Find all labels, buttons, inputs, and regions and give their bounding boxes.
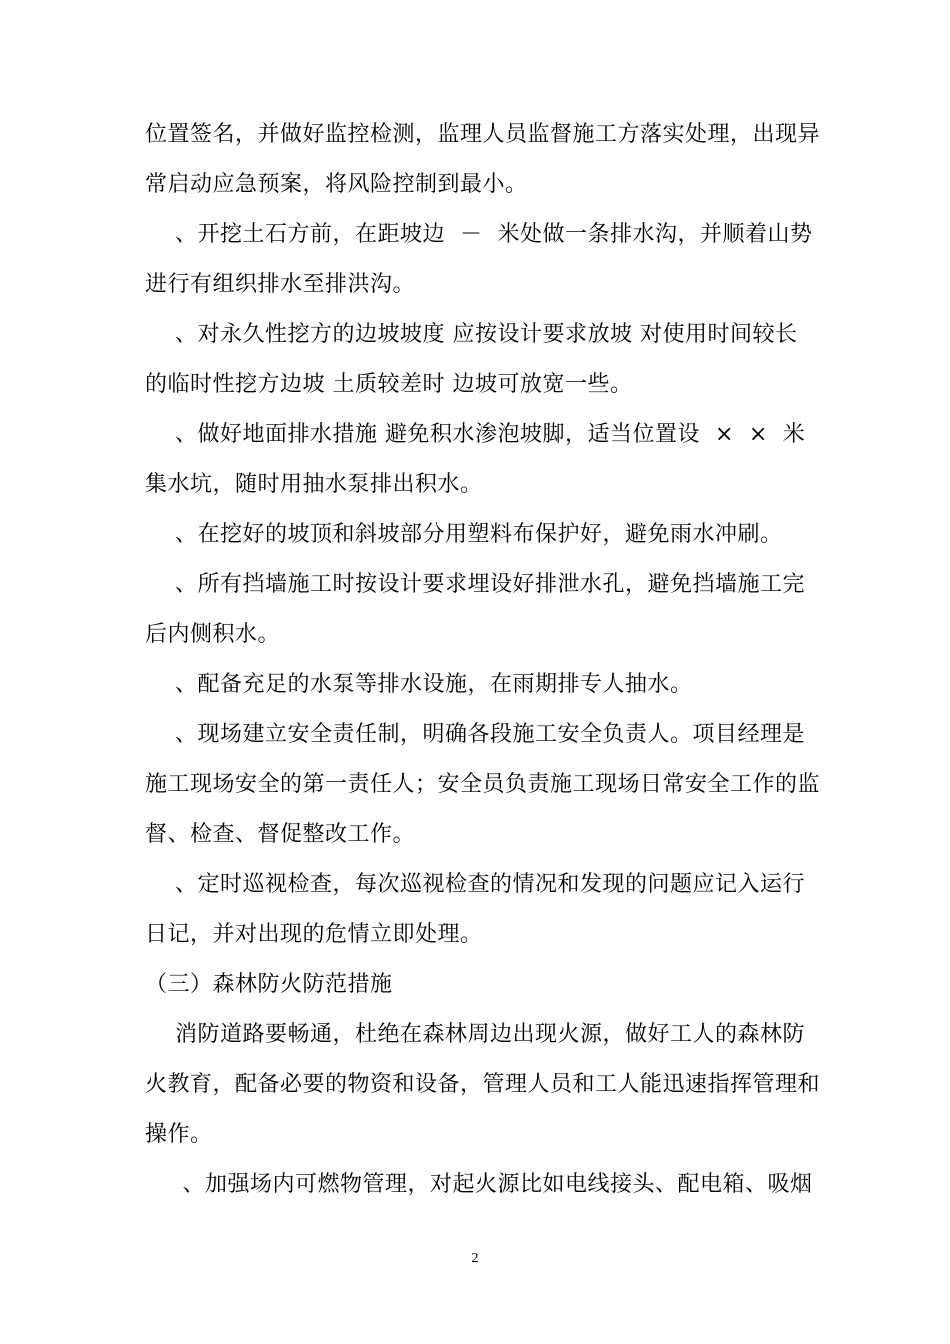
text-line: 、做好地面排水措施 避免积水渗泡坡脚，适当位置设 × × 米 xyxy=(145,422,806,447)
text-line: 日记，并对出现的危情立即处理。 xyxy=(145,922,483,947)
text-line: 操作。 xyxy=(145,1122,213,1147)
text-line: 、对永久性挖方的边坡坡度 应按设计要求放坡 对使用时间较长 xyxy=(145,322,798,347)
text-line: 、配备充足的水泵等排水设施，在雨期排专人抽水。 xyxy=(145,672,693,697)
text-line: 、加强场内可燃物管理，对起火源比如电线接头、配电箱、吸烟 xyxy=(145,1172,813,1197)
text-line: 、在挖好的坡顶和斜坡部分用塑料布保护好，避免雨水冲刷。 xyxy=(145,522,783,547)
text-line: 位置签名，并做好监控检测，监理人员监督施工方落实处理，出现异 xyxy=(145,122,821,147)
text-line: 常启动应急预案，将风险控制到最小。 xyxy=(145,172,528,197)
text-line: 集水坑，随时用抽水泵排出积水。 xyxy=(145,472,483,497)
text-line: 、现场建立安全责任制，明确各段施工安全负责人。项目经理是 xyxy=(145,722,805,747)
text-line: 督、检查、督促整改工作。 xyxy=(145,822,416,847)
text-line: 的临时性挖方边坡 土质较差时 边坡可放宽一些。 xyxy=(145,372,633,397)
text-line: 施工现场安全的第一责任人；安全员负责施工现场日常安全工作的监 xyxy=(145,772,821,797)
text-line: 、定时巡视检查，每次巡视检查的情况和发现的问题应记入运行 xyxy=(145,872,805,897)
page-number: 2 xyxy=(471,1251,479,1266)
text-line: 、所有挡墙施工时按设计要求埋设好排泄水孔，避免挡墙施工完 xyxy=(145,572,805,597)
text-line: 火教育，配备必要的物资和设备，管理人员和工人能迅速指挥管理和 xyxy=(145,1072,821,1097)
section-heading: （三）森林防火防范措施 xyxy=(145,972,393,997)
text-line: 进行有组织排水至排洪沟。 xyxy=(145,272,416,297)
text-line: 消防道路要畅通，杜绝在森林周边出现火源，做好工人的森林防 xyxy=(145,1022,805,1047)
text-line: 后内侧积水。 xyxy=(145,622,281,647)
text-line: 、开挖土石方前，在距坡边 － 米处做一条排水沟，并顺着山势 xyxy=(145,222,813,247)
